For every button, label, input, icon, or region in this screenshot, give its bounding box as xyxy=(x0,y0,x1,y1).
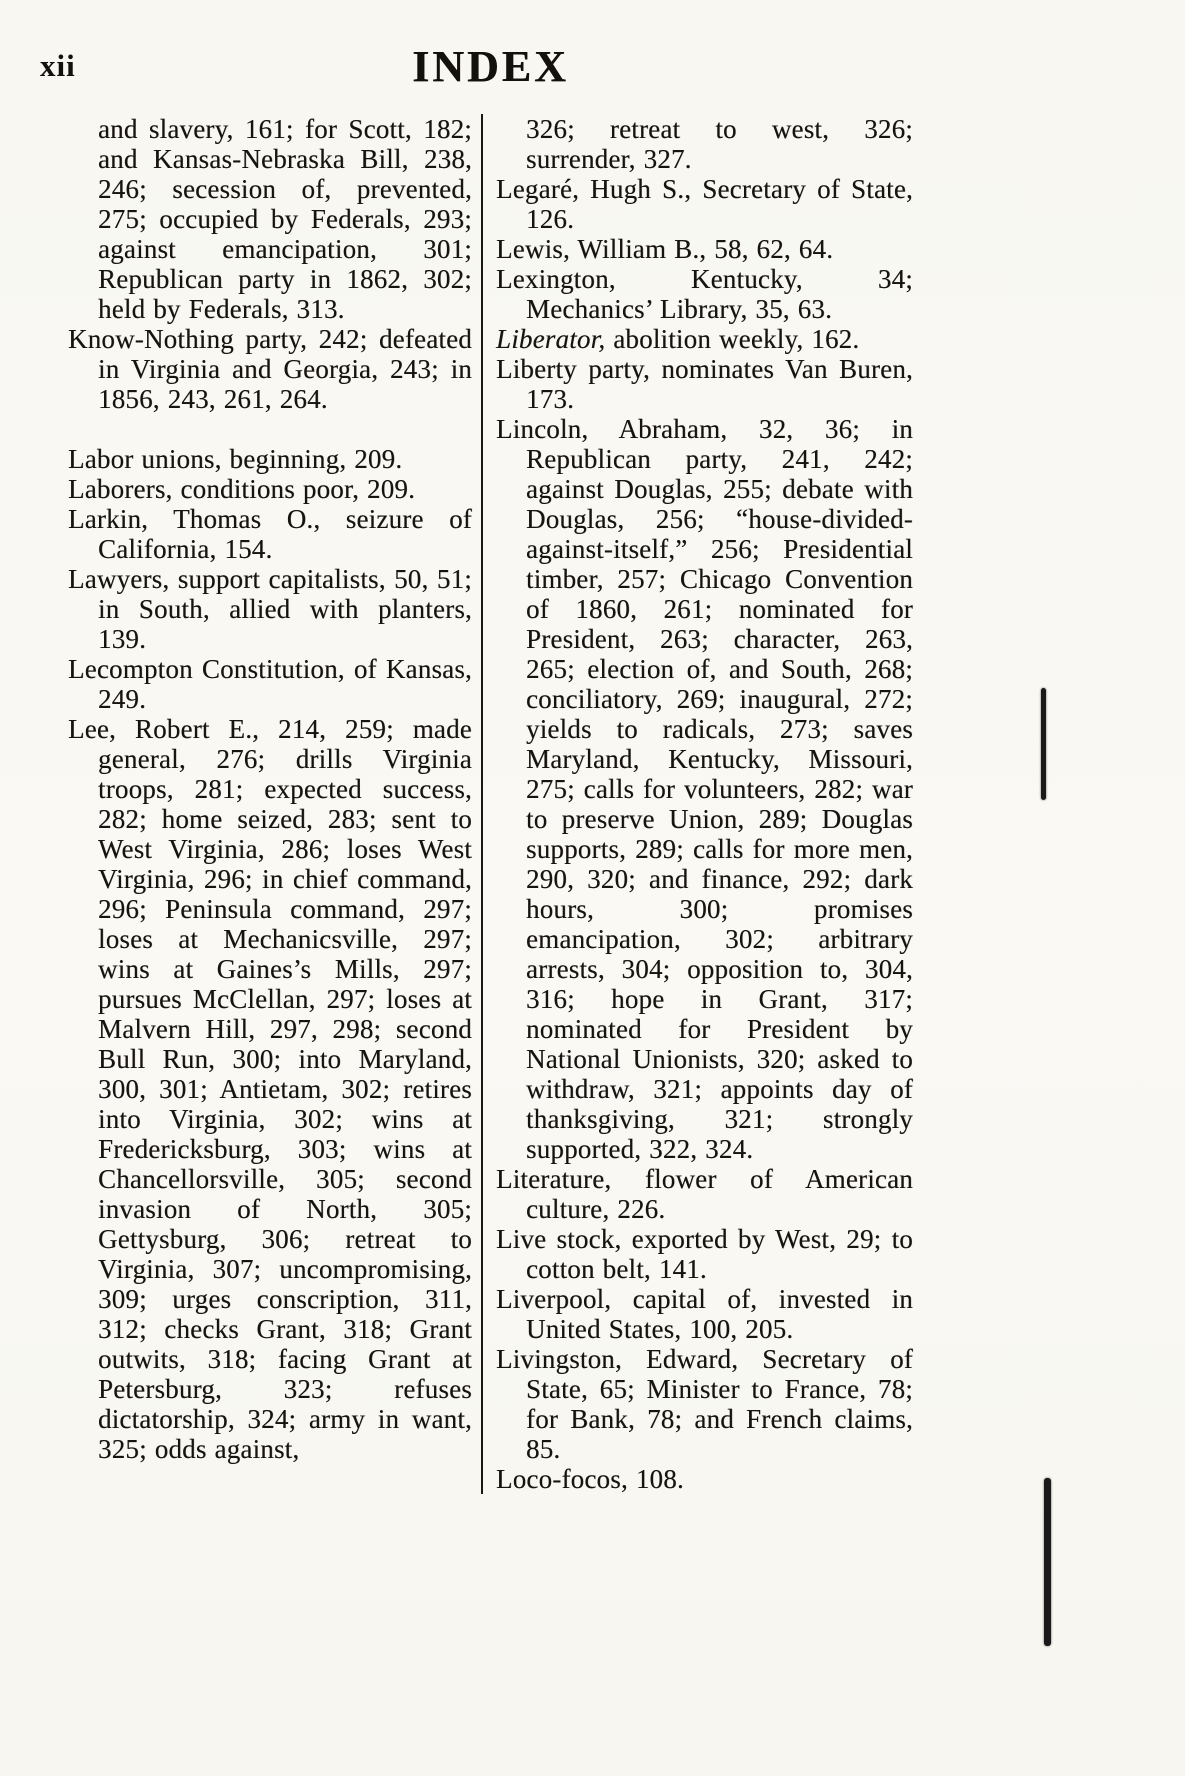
index-column-left xyxy=(68,114,478,1494)
index-entry-text: 326; retreat to west, 326; surrender, 327. xyxy=(526,114,913,174)
index-entry-text: Lewis, William B., 58, 62, 64. xyxy=(496,234,834,264)
index-entry xyxy=(496,1344,913,1464)
index-entry xyxy=(68,714,472,1464)
page-title: INDEX xyxy=(412,42,569,91)
index-entry-text: Live stock, exported by West, 29; to cotton belt, 141. xyxy=(496,1224,913,1284)
index-entry-text: Livingston, Edward, Secretary of State, 65; Minister to France, 78; for Bank, 78; and French claims, 85. xyxy=(496,1344,913,1464)
page-header xyxy=(40,42,913,100)
book-page xyxy=(40,42,913,1494)
page-number: xii xyxy=(40,48,76,83)
index-column-right xyxy=(483,114,913,1494)
index-entry xyxy=(496,1224,913,1284)
index-entry xyxy=(496,1284,913,1344)
index-entry xyxy=(496,114,913,174)
index-entry-text: Labor unions, beginning, 209. xyxy=(68,444,403,474)
index-entry-text: Liberty party, nominates Van Buren, 173. xyxy=(496,354,913,414)
scan-artifact xyxy=(1044,1478,1051,1646)
index-entry-text: Lexington, Kentucky, 34; Mechanics’ Library, 35, 63. xyxy=(496,264,913,324)
index-entry xyxy=(496,234,913,264)
index-entry-text: Lawyers, support capitalists, 50, 51; in South, allied with planters, 139. xyxy=(68,564,472,654)
index-columns xyxy=(68,114,913,1494)
index-entry xyxy=(496,1164,913,1224)
index-entry xyxy=(496,354,913,414)
index-entry-text: Liverpool, capital of, invested in United States, 100, 205. xyxy=(496,1284,913,1344)
index-entry-text: Laborers, conditions poor, 209. xyxy=(68,474,416,504)
index-entry xyxy=(68,324,472,414)
index-entry xyxy=(68,114,472,324)
index-entry-text: Legaré, Hugh S., Secretary of State, 126. xyxy=(496,174,913,234)
index-entry xyxy=(68,504,472,564)
index-entry-title-italic: Liberator, xyxy=(496,324,606,354)
index-entry-text: Loco-focos, 108. xyxy=(496,1464,684,1494)
index-entry-text: Lee, Robert E., 214, 259; made general, 276; drills Virginia troops, 281; expected success, 282; home seized, 283; sent to West Virginia, 286; loses West Virginia, 296; in chief command, 296; Peninsula command, 297; loses at Mechanicsville, 297; wins at Gaines’s Mills, 297; pursues McClellan, 297; loses at Malvern Hill, 297, 298; second Bull Run, 300; into Maryland, 300, 301; Antietam, 302; retires into Virginia, 302; wins at Fredericksburg, 303; wins at Chancellorsville, 305; second invasion of North, 305; Gettysburg, 306; retreat to Virginia, 307; uncompromising, 309; urges conscription, 311, 312; checks Grant, 318; Grant outwits, 318; facing Grant at Petersburg, 323; refuses dictatorship, 324; army in want, 325; odds against, xyxy=(68,714,472,1464)
index-entry-text: Larkin, Thomas O., seizure of California, 154. xyxy=(68,504,472,564)
index-entry-text: Know-Nothing party, 242; defeated in Virginia and Georgia, 243; in 1856, 243, 261, 264. xyxy=(68,324,472,414)
index-entry xyxy=(68,654,472,714)
index-entry xyxy=(496,324,913,354)
index-entry xyxy=(496,174,913,234)
scan-artifact xyxy=(1041,688,1046,800)
index-entry-text: Lincoln, Abraham, 32, 36; in Republican party, 241, 242; against Douglas, 255; debate with Douglas, 256; “house-divided-against-itself,” 256; Presidential timber, 257; Chicago Convention of 1860, 261; nominated for President, 263; character, 263, 265; election of, and South, 268; conciliatory, 269; inaugural, 272; yields to radicals, 273; saves Maryland, Kentucky, Missouri, 275; calls for volunteers, 282; war to preserve Union, 289; Douglas supports, 289; calls for more men, 290, 320; and finance, 292; dark hours, 300; promises emancipation, 302; arbitrary arrests, 304; opposition to, 304, 316; hope in Grant, 317; nominated for President by National Unionists, 320; asked to withdraw, 321; appoints day of thanksgiving, 321; strongly supported, 322, 324. xyxy=(496,414,913,1164)
index-entry xyxy=(68,444,472,474)
index-entry xyxy=(68,564,472,654)
index-entry xyxy=(496,1464,913,1494)
index-entry-text: abolition weekly, 162. xyxy=(605,324,860,354)
index-entry xyxy=(68,474,472,504)
index-entry xyxy=(496,264,913,324)
index-entry-text: Literature, flower of American culture, 226. xyxy=(496,1164,913,1224)
index-entry-text: Lecompton Constitution, of Kansas, 249. xyxy=(68,654,472,714)
index-entry xyxy=(496,414,913,1164)
index-entry-text: and slavery, 161; for Scott, 182; and Kansas-Nebraska Bill, 238, 246; secession of, prevented, 275; occupied by Federals, 293; against emancipation, 301; Republican party in 1862, 302; held by Federals, 313. xyxy=(98,114,472,324)
